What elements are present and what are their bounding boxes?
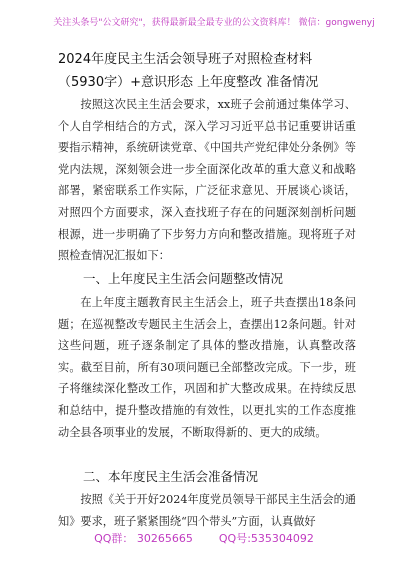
footer-contacts xyxy=(0,530,408,550)
section1-heading: 一、上年度民主生活会问题整改情况 xyxy=(83,271,284,286)
intro-paragraph: 按照这次民主生活会要求，xx班子会前通过集体学习、个人自学相结合的方式，深入学习习近平总书记重要讲话重要指示精神，系统研读党章、《中国共产党纪律处分条例》等党内法规，深刻领会进一步全面深化改革的重大意义和战略部署，紧密联系工作实际，广泛征求意见、开展谈心谈话，对照四个方面要求，深入查找班子存在的问题深刻剖析问题根源，进一步明确了下步努力方向和整改措施。现将班子对照检查情况汇报如下： xyxy=(58,98,356,263)
footer-qq-number: QQ号:535304092 xyxy=(218,532,314,545)
section2-heading: 二、本年度民主生活会准备情况 xyxy=(83,469,259,484)
document-title: 2024年度民主生活会领导班子对照检查材料（5930字）+意识形态 上年度整改 准备情况 xyxy=(58,52,319,90)
section2-paragraph: 按照《关于开好2024年度党员领导干部民主生活会的通知》要求，班子紧紧围绕“四个带头”方面，认真做好 xyxy=(58,493,356,528)
footer-qq-group: QQ群： 30265665 xyxy=(94,532,193,545)
header-banner: 关注头条号"公文研究"，获得最新最全最专业的公文资料库！ 微信：gongwenyj xyxy=(53,17,375,28)
section1-paragraph: 在上年度主题教育民主生活会上，班子共查摆出18条问题；在巡视整改专题民主生活会上，查摆出12条问题。针对这些问题，班子逐条制定了具体的整改措施，认真整改落实。截至目前，所有30项问题已全部整改完成。下一步，班子将继续深化整改工作，巩固和扩大整改成果。在持续反思和总结中，提升整改措施的有效性，以更扎实的工作态度推动全县各项事业的发展，不断取得新的、更大的成绩。 xyxy=(58,296,356,439)
